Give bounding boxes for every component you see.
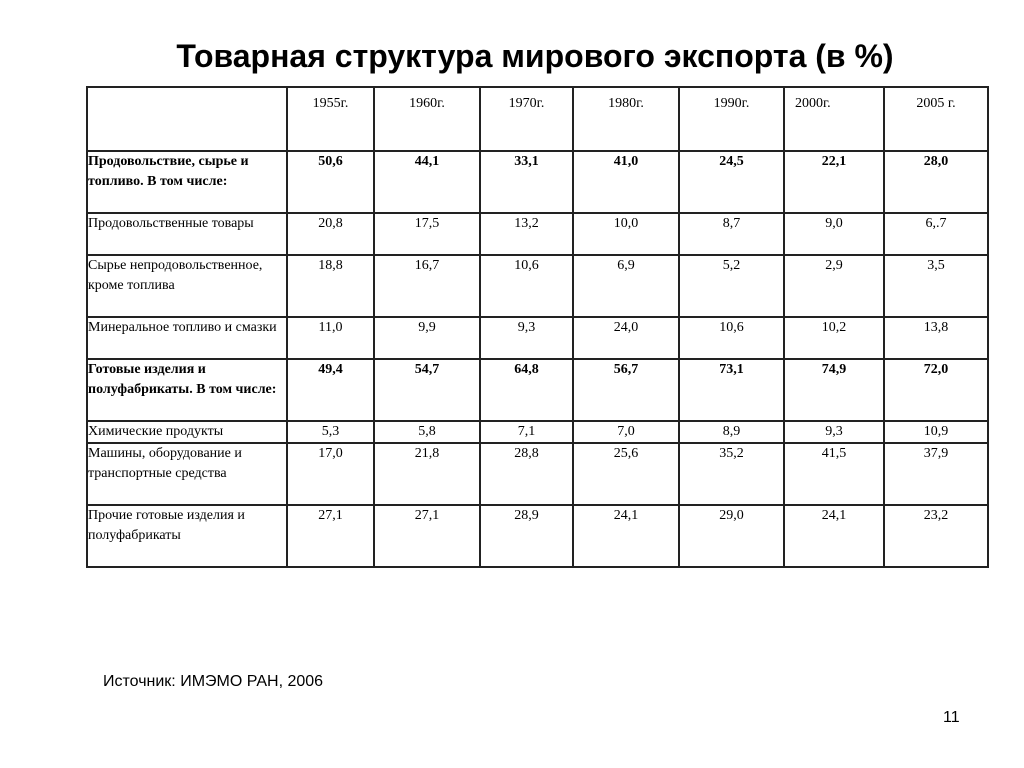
table-cell: 8,9 bbox=[679, 421, 784, 443]
source-note: Источник: ИМЭМО РАН, 2006 bbox=[103, 673, 324, 690]
table-row bbox=[87, 505, 988, 567]
table-cell: 28,9 bbox=[480, 505, 573, 567]
table-cell: 16,7 bbox=[374, 255, 480, 317]
year-header: 1990г. bbox=[679, 87, 784, 151]
table-cell: 9,0 bbox=[784, 213, 884, 255]
table-cell: 41,0 bbox=[573, 151, 679, 213]
header-empty-cell bbox=[87, 87, 287, 151]
row-label: Машины, оборудование и транспортные средства bbox=[87, 443, 287, 505]
table-cell: 29,0 bbox=[679, 505, 784, 567]
table-row bbox=[87, 443, 988, 505]
table-cell: 6,.7 bbox=[884, 213, 988, 255]
row-label: Продовольственные товары bbox=[87, 213, 287, 255]
table-cell: 27,1 bbox=[287, 505, 374, 567]
table-cell: 10,2 bbox=[784, 317, 884, 359]
table-row bbox=[87, 359, 988, 421]
table-cell: 56,7 bbox=[573, 359, 679, 421]
table-cell: 54,7 bbox=[374, 359, 480, 421]
page-number: 11 bbox=[943, 709, 960, 726]
table-cell: 2,9 bbox=[784, 255, 884, 317]
table-cell: 37,9 bbox=[884, 443, 988, 505]
table-cell: 24,5 bbox=[679, 151, 784, 213]
table-cell: 10,9 bbox=[884, 421, 988, 443]
table-cell: 73,1 bbox=[679, 359, 784, 421]
table-cell: 13,2 bbox=[480, 213, 573, 255]
year-header: 1955г. bbox=[287, 87, 374, 151]
table-cell: 74,9 bbox=[784, 359, 884, 421]
table-cell: 49,4 bbox=[287, 359, 374, 421]
table-cell: 28,0 bbox=[884, 151, 988, 213]
table-cell: 72,0 bbox=[884, 359, 988, 421]
table-cell: 33,1 bbox=[480, 151, 573, 213]
table-header-row bbox=[87, 87, 988, 151]
table-cell: 25,6 bbox=[573, 443, 679, 505]
table-cell: 5,2 bbox=[679, 255, 784, 317]
table-cell: 20,8 bbox=[287, 213, 374, 255]
row-label: Сырье непродовольственное, кроме топлива bbox=[87, 255, 287, 317]
year-header: 2000г. bbox=[784, 87, 884, 151]
table-cell: 9,3 bbox=[784, 421, 884, 443]
table-cell: 23,2 bbox=[884, 505, 988, 567]
table-cell: 18,8 bbox=[287, 255, 374, 317]
table-cell: 13,8 bbox=[884, 317, 988, 359]
table-row bbox=[87, 421, 988, 443]
table-row bbox=[87, 317, 988, 359]
year-header: 2005 г. bbox=[884, 87, 988, 151]
export-structure-table bbox=[86, 86, 989, 568]
table-row bbox=[87, 255, 988, 317]
table-cell: 10,6 bbox=[679, 317, 784, 359]
table-cell: 10,0 bbox=[573, 213, 679, 255]
table-cell: 10,6 bbox=[480, 255, 573, 317]
table-cell: 3,5 bbox=[884, 255, 988, 317]
table-cell: 24,0 bbox=[573, 317, 679, 359]
year-header: 1960г. bbox=[374, 87, 480, 151]
table-row bbox=[87, 151, 988, 213]
table-cell: 24,1 bbox=[784, 505, 884, 567]
table-cell: 50,6 bbox=[287, 151, 374, 213]
table-cell: 22,1 bbox=[784, 151, 884, 213]
table-cell: 64,8 bbox=[480, 359, 573, 421]
table-cell: 44,1 bbox=[374, 151, 480, 213]
table-cell: 28,8 bbox=[480, 443, 573, 505]
table-cell: 17,0 bbox=[287, 443, 374, 505]
slide-title: Товарная структура мирового экспорта (в %) bbox=[176, 38, 894, 74]
table-cell: 24,1 bbox=[573, 505, 679, 567]
table-cell: 6,9 bbox=[573, 255, 679, 317]
table-cell: 9,9 bbox=[374, 317, 480, 359]
table-cell: 35,2 bbox=[679, 443, 784, 505]
table-cell: 17,5 bbox=[374, 213, 480, 255]
table-cell: 21,8 bbox=[374, 443, 480, 505]
row-label: Прочие готовые изделия и полуфабрикаты bbox=[87, 505, 287, 567]
year-header: 1980г. bbox=[573, 87, 679, 151]
table-row bbox=[87, 213, 988, 255]
table-cell: 5,3 bbox=[287, 421, 374, 443]
row-label: Минеральное топливо и смазки bbox=[87, 317, 287, 359]
row-label: Продовольствие, сырье и топливо. В том числе: bbox=[87, 151, 287, 213]
table-cell: 41,5 bbox=[784, 443, 884, 505]
table-cell: 5,8 bbox=[374, 421, 480, 443]
table-cell: 11,0 bbox=[287, 317, 374, 359]
table-cell: 9,3 bbox=[480, 317, 573, 359]
table-cell: 27,1 bbox=[374, 505, 480, 567]
table-cell: 7,0 bbox=[573, 421, 679, 443]
row-label: Химические продукты bbox=[87, 421, 287, 443]
year-header: 1970г. bbox=[480, 87, 573, 151]
row-label: Готовые изделия и полуфабрикаты. В том числе: bbox=[87, 359, 287, 421]
table-cell: 8,7 bbox=[679, 213, 784, 255]
table-cell: 7,1 bbox=[480, 421, 573, 443]
